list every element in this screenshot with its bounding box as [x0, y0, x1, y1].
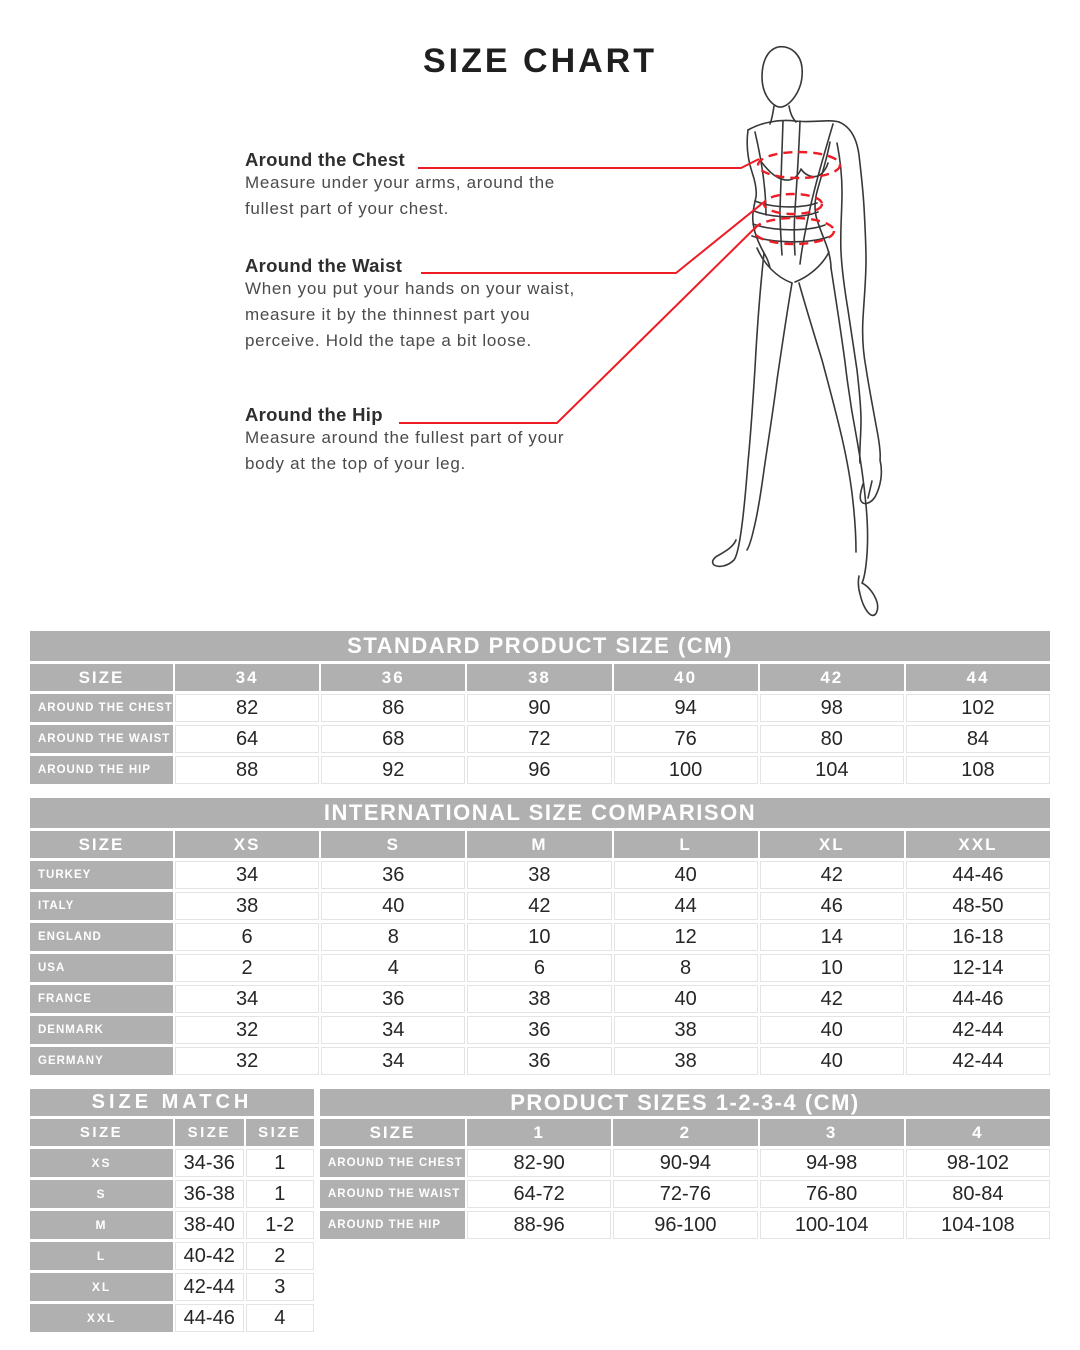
value-cell: 94	[614, 694, 758, 722]
callout-chest	[245, 150, 665, 222]
column-header: 40	[614, 664, 758, 691]
row-label: AROUND THE WAIST	[320, 1180, 465, 1208]
value-cell: 102	[906, 694, 1050, 722]
value-cell: 38-40	[175, 1211, 244, 1239]
column-header: 38	[467, 664, 611, 691]
callout-waist-text: perceive. Hold the tape a bit loose.	[245, 331, 532, 350]
value-cell: 6	[175, 923, 319, 951]
table-title: STANDARD PRODUCT SIZE (CM)	[30, 631, 1050, 661]
value-cell: 40	[321, 892, 465, 920]
row-label: M	[30, 1211, 173, 1239]
value-cell: 48-50	[906, 892, 1050, 920]
row-label: XS	[30, 1149, 173, 1177]
value-cell: 6	[467, 954, 611, 982]
value-cell: 10	[760, 954, 904, 982]
column-header: 34	[175, 664, 319, 691]
header-row	[30, 1119, 314, 1146]
value-cell: 42-44	[906, 1047, 1050, 1075]
column-header: SIZE	[175, 1119, 244, 1146]
row-label: XL	[30, 1273, 173, 1301]
value-cell: 104-108	[906, 1211, 1050, 1239]
value-cell: 12	[614, 923, 758, 951]
value-cell: 38	[467, 985, 611, 1013]
value-cell: 36	[321, 861, 465, 889]
table-row	[320, 1149, 1050, 1177]
row-label: L	[30, 1242, 173, 1270]
callout-waist-text: measure it by the thinnest part you	[245, 305, 531, 324]
value-cell: 76-80	[760, 1180, 904, 1208]
value-cell: 46	[760, 892, 904, 920]
row-label: AROUND THE CHEST	[30, 694, 173, 722]
table-row	[30, 1304, 314, 1332]
value-cell: 44-46	[175, 1304, 244, 1332]
value-cell: 92	[321, 756, 465, 784]
row-label: S	[30, 1180, 173, 1208]
value-cell: 42-44	[175, 1273, 244, 1301]
header-row	[30, 831, 1050, 858]
column-header: XL	[760, 831, 904, 858]
value-cell: 80	[760, 725, 904, 753]
value-cell: 4	[246, 1304, 315, 1332]
table-row	[30, 1211, 314, 1239]
column-header: 42	[760, 664, 904, 691]
value-cell: 64-72	[467, 1180, 611, 1208]
column-header: 3	[760, 1119, 904, 1146]
value-cell: 64	[175, 725, 319, 753]
callout-waist-heading: Around the Waist	[245, 255, 403, 276]
corner-header: SIZE	[30, 664, 173, 691]
value-cell: 1	[246, 1149, 315, 1177]
value-cell: 34	[175, 861, 319, 889]
value-cell: 42	[760, 861, 904, 889]
column-header: 2	[613, 1119, 757, 1146]
table-row	[30, 954, 1050, 982]
column-header: SIZE	[246, 1119, 315, 1146]
table-title: SIZE MATCH	[30, 1089, 314, 1116]
corner-header: SIZE	[320, 1119, 465, 1146]
table-row	[30, 1149, 314, 1177]
table-title: PRODUCT SIZES 1-2-3-4 (CM)	[320, 1089, 1050, 1116]
row-label: AROUND THE WAIST	[30, 725, 173, 753]
product-sizes-table	[320, 1089, 1050, 1239]
value-cell: 44	[614, 892, 758, 920]
header-row	[30, 664, 1050, 691]
international-size-table	[30, 798, 1050, 1075]
value-cell: 36	[467, 1047, 611, 1075]
value-cell: 44-46	[906, 861, 1050, 889]
value-cell: 12-14	[906, 954, 1050, 982]
value-cell: 96	[467, 756, 611, 784]
table-row	[30, 923, 1050, 951]
value-cell: 104	[760, 756, 904, 784]
value-cell: 8	[321, 923, 465, 951]
column-header: XS	[175, 831, 319, 858]
table-title: INTERNATIONAL SIZE COMPARISON	[30, 798, 1050, 828]
row-label: AROUND THE HIP	[320, 1211, 465, 1239]
value-cell: 10	[467, 923, 611, 951]
table-row	[30, 985, 1050, 1013]
callout-chest-text: Measure under your arms, around the	[245, 173, 555, 192]
value-cell: 40	[760, 1016, 904, 1044]
callout-hip-heading: Around the Hip	[245, 404, 383, 425]
corner-header: SIZE	[30, 831, 173, 858]
column-header: L	[614, 831, 758, 858]
value-cell: 98	[760, 694, 904, 722]
value-cell: 90-94	[613, 1149, 757, 1177]
value-cell: 76	[614, 725, 758, 753]
table-row	[30, 861, 1050, 889]
croquis-line-art	[713, 47, 882, 616]
value-cell: 82-90	[467, 1149, 611, 1177]
value-cell: 80-84	[906, 1180, 1050, 1208]
row-label: AROUND THE HIP	[30, 756, 173, 784]
row-label: GERMANY	[30, 1047, 173, 1075]
table-row	[30, 1047, 1050, 1075]
table-row	[30, 694, 1050, 722]
value-cell: 3	[246, 1273, 315, 1301]
table-row	[320, 1180, 1050, 1208]
value-cell: 38	[175, 892, 319, 920]
value-cell: 108	[906, 756, 1050, 784]
value-cell: 90	[467, 694, 611, 722]
value-cell: 94-98	[760, 1149, 904, 1177]
row-label: FRANCE	[30, 985, 173, 1013]
row-label: ENGLAND	[30, 923, 173, 951]
table-row	[30, 725, 1050, 753]
value-cell: 42-44	[906, 1016, 1050, 1044]
value-cell: 38	[614, 1047, 758, 1075]
value-cell: 42	[760, 985, 904, 1013]
value-cell: 14	[760, 923, 904, 951]
table-row	[30, 1180, 314, 1208]
value-cell: 42	[467, 892, 611, 920]
value-cell: 1-2	[246, 1211, 315, 1239]
table-row	[30, 756, 1050, 784]
value-cell: 100-104	[760, 1211, 904, 1239]
row-label: TURKEY	[30, 861, 173, 889]
value-cell: 34-36	[175, 1149, 244, 1177]
value-cell: 2	[175, 954, 319, 982]
header-row	[320, 1119, 1050, 1146]
table-row	[30, 892, 1050, 920]
callout-hip	[245, 405, 665, 477]
value-cell: 34	[321, 1016, 465, 1044]
value-cell: 84	[906, 725, 1050, 753]
value-cell: 86	[321, 694, 465, 722]
callout-hip-text: Measure around the fullest part of your	[245, 428, 565, 447]
row-label: AROUND THE CHEST	[320, 1149, 465, 1177]
column-header: 44	[906, 664, 1050, 691]
value-cell: 32	[175, 1047, 319, 1075]
value-cell: 100	[614, 756, 758, 784]
row-label: ITALY	[30, 892, 173, 920]
row-label: XXL	[30, 1304, 173, 1332]
value-cell: 8	[614, 954, 758, 982]
value-cell: 34	[175, 985, 319, 1013]
value-cell: 88	[175, 756, 319, 784]
value-cell: 40	[614, 861, 758, 889]
value-cell: 34	[321, 1047, 465, 1075]
value-cell: 1	[246, 1180, 315, 1208]
value-cell: 36	[321, 985, 465, 1013]
size-match-table	[30, 1089, 314, 1332]
column-header: M	[467, 831, 611, 858]
value-cell: 4	[321, 954, 465, 982]
value-cell: 40	[760, 1047, 904, 1075]
value-cell: 44-46	[906, 985, 1050, 1013]
table-row	[30, 1273, 314, 1301]
callout-hip-text: body at the top of your leg.	[245, 454, 466, 473]
table-row	[30, 1016, 1050, 1044]
value-cell: 96-100	[613, 1211, 757, 1239]
value-cell: 38	[467, 861, 611, 889]
table-row	[30, 1242, 314, 1270]
value-cell: 38	[614, 1016, 758, 1044]
value-cell: 2	[246, 1242, 315, 1270]
value-cell: 72-76	[613, 1180, 757, 1208]
value-cell: 16-18	[906, 923, 1050, 951]
column-header: XXL	[906, 831, 1050, 858]
row-label: DENMARK	[30, 1016, 173, 1044]
value-cell: 88-96	[467, 1211, 611, 1239]
column-header: S	[321, 831, 465, 858]
column-header: 4	[906, 1119, 1050, 1146]
row-label: USA	[30, 954, 173, 982]
callout-waist	[245, 256, 665, 354]
column-header: 36	[321, 664, 465, 691]
value-cell: 40	[614, 985, 758, 1013]
value-cell: 32	[175, 1016, 319, 1044]
column-header: 1	[467, 1119, 611, 1146]
value-cell: 36-38	[175, 1180, 244, 1208]
value-cell: 82	[175, 694, 319, 722]
page-title: SIZE CHART	[423, 42, 657, 80]
callout-chest-text: fullest part of your chest.	[245, 199, 450, 218]
callout-chest-heading: Around the Chest	[245, 149, 405, 170]
value-cell: 98-102	[906, 1149, 1050, 1177]
value-cell: 68	[321, 725, 465, 753]
value-cell: 36	[467, 1016, 611, 1044]
column-header: SIZE	[30, 1119, 173, 1146]
standard-product-size-table	[30, 631, 1050, 784]
callout-waist-text: When you put your hands on your waist,	[245, 279, 575, 298]
value-cell: 72	[467, 725, 611, 753]
table-row	[320, 1211, 1050, 1239]
value-cell: 40-42	[175, 1242, 244, 1270]
